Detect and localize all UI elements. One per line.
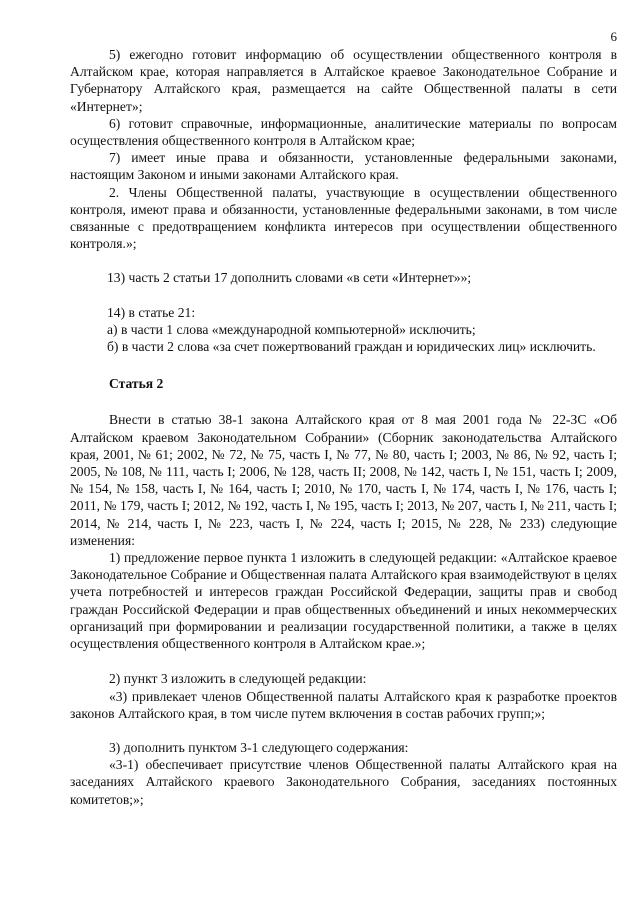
article-heading: Статья 2 [109,376,164,392]
paragraph-article-2-intro: Внести в статью 38-1 закона Алтайского края от 8 мая 2001 года № 22-ЗС «Об Алтайском краевом Законодательном Собрании» (Сборник законодательства Алтайского края, 2001, № 61; 2002, № 72, № 75, часть I, № 77, № 80, часть I; 2003, № 86, № 92, часть I; 2005, № 108, № 111, часть I; 2006, № 128, часть II; 2008, № 142, часть I, № 151, часть I; 2009, № 154, № 158, часть I, № 164, часть I; 2010, № 170, часть I, № 174, часть I, № 176, часть I; 2011, № 179, часть I; 2012, № 192, часть I, № 195, часть I; 2013, № 207, часть I, № 211, часть I; 2014, № 214, часть I, № 223, часть I, № 224, часть I; 2015, № 228, № 233) следующие изменения: [70,412,617,548]
paragraph-item-14a: а) в части 1 слова «международной компьютерной» исключить; [107,321,476,337]
paragraph-change-2: 2) пункт 3 изложить в следующей редакции: [109,671,367,687]
paragraph-change-3-text: «3-1) обеспечивает присутствие членов Общественной палаты Алтайского края на заседаниях Алтайского краевого Законодательного Собрания, заседаниях постоянных комитетов;»; [70,757,617,807]
paragraph-change-3: 3) дополнить пунктом 3-1 следующего содержания: [109,739,409,755]
paragraph-item-7: 7) имеет иные права и обязанности, установленные федеральными законами, настоящим Законом и иными законами Алтайского края. [70,150,617,183]
paragraph-change-2-text: «3) привлекает членов Общественной палаты Алтайского края к разработке проектов законов Алтайского края, в том числе путем включения в состав рабочих групп;»; [70,688,617,721]
paragraph-change-1: 1) предложение первое пункта 1 изложить в следующей редакции: «Алтайское краевое Законодательное Собрание и Общественная палата Алтайского края взаимодействуют в целях учета потребностей и интересов граждан Российской Федерации, защиты прав и свобод граждан Российской Федерации и прав общественных объединений и иных некоммерческих организаций при формировании и реализации государственной политики, а также в целях осуществления общественного контроля в Алтайском крае.»; [70,550,617,652]
paragraph-item-14b: б) в части 2 слова «за счет пожертвований граждан и юридических лиц» исключить. [107,339,596,355]
paragraph-item-5: 5) ежегодно готовит информацию об осуществлении общественного контроля в Алтайском крае, которая направляется в Алтайское краевое Законодательное Собрание и Губернатору Алтайского края, размещается на сайте Общественной палаты в сети «Интернет»; [70,47,617,114]
paragraph-item-6: 6) готовит справочные, информационные, аналитические материалы по вопросам осуществления общественного контроля в Алтайском крае; [70,115,617,149]
page-number: 6 [610,29,617,44]
paragraph-part-2: 2. Члены Общественной палаты, участвующие в осуществлении общественного контроля, имеют права и обязанности, установленные федеральными законами, в том числе связанные с предотвращением конфликта интересов при осуществлении общественного контроля.»; [70,184,617,252]
document-body [70,46,617,808]
paragraph-item-13: 13) часть 2 статьи 17 дополнить словами «в сети «Интернет»»; [107,270,472,286]
paragraph-item-14: 14) в статье 21: [107,304,196,320]
